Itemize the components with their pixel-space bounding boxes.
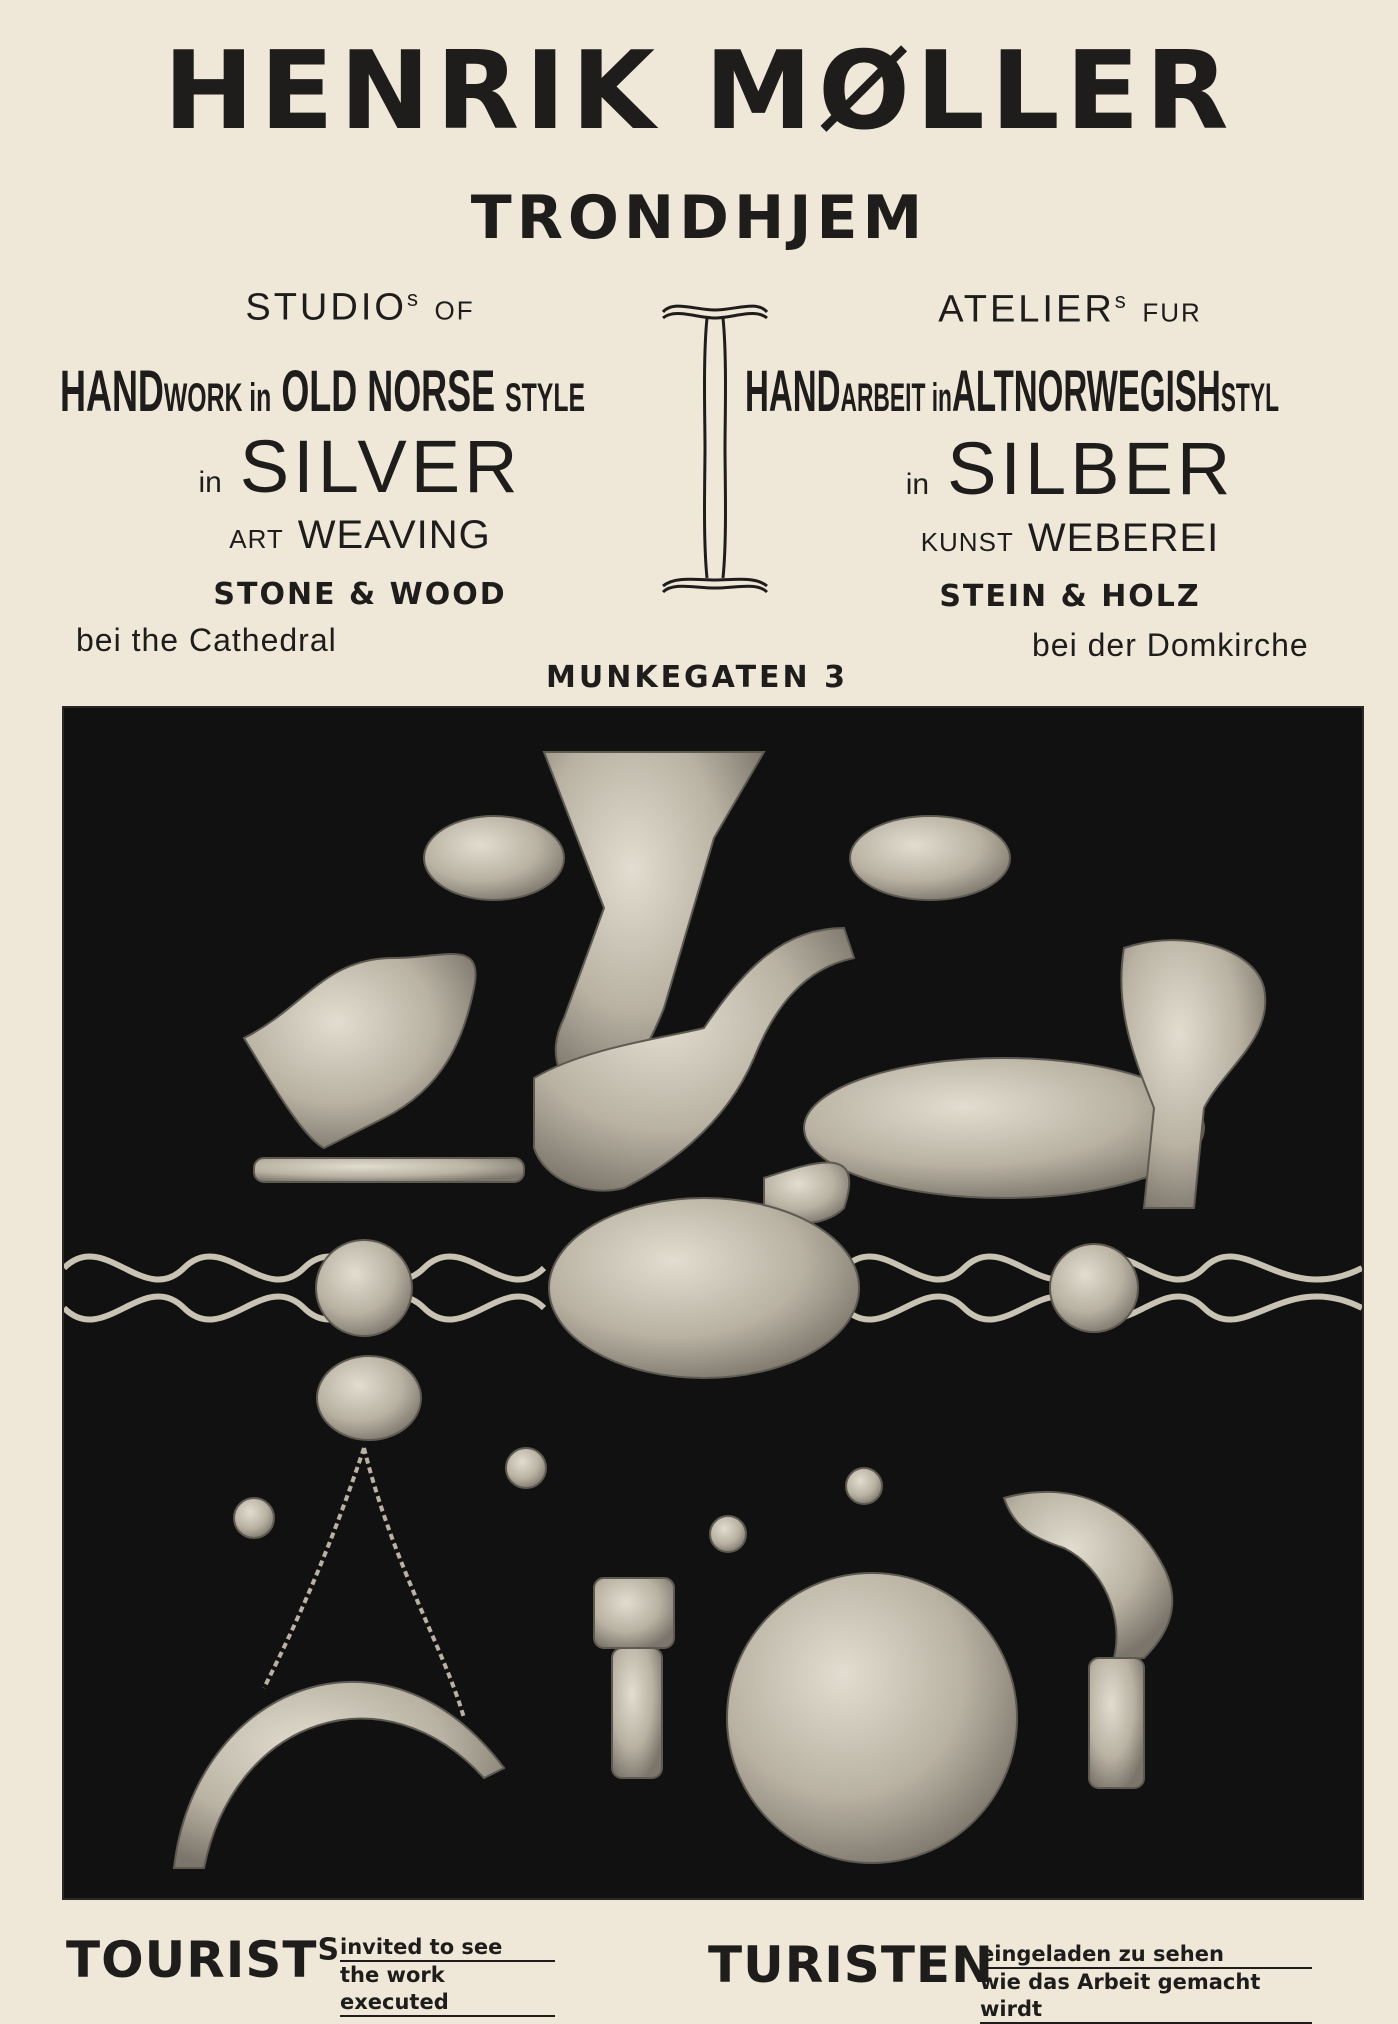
city-name: TRONDHJEM [470,183,928,253]
silver-line [140,425,580,508]
carved-orb-icon [727,1573,1017,1863]
brooch-two-faces-icon [850,816,1010,900]
belt-buckle-icon [549,1198,859,1378]
business-name: HENRIK MØLLER [163,29,1235,154]
stein-holz: STEIN & HOLZ [939,579,1201,614]
pendant-face-icon [317,1356,421,1440]
old-norse-word: OLD NORSE [281,359,496,424]
tourists-line-1: invited to see [340,1934,555,1962]
silverwork-photograph [62,706,1364,1900]
small-head-icon [846,1468,882,1504]
kunst-weberei-line [850,518,1290,558]
studios-word: STUDIO [245,286,407,329]
altnorwegish-word: ALTNORWEGISH [951,359,1221,424]
ateliers-fur: FUR [1142,297,1202,328]
small-head-icon [710,1516,746,1552]
turisten-line-2: wie das Arbeit gemacht wirdt [980,1969,1312,2024]
weberei-word: WEBEREI [1027,516,1220,560]
silverwork-illustration [64,708,1362,1898]
tourists-label [66,1931,341,1989]
ateliers-sup: s [1114,288,1129,313]
beast-base-icon [254,1158,524,1182]
silver-word: SILVER [239,425,522,508]
arbeit-in-word: ARBEIT in [840,376,952,420]
winged-beast-icon [244,954,476,1148]
ateliers-word: ATELIER [938,288,1115,331]
tourists-line-2: the work executed [340,1962,555,2017]
studios-sup: s [406,286,421,311]
cane-shaft-icon [612,1648,662,1778]
work-in-word: WORK in [163,376,272,420]
handwork-text [60,358,585,425]
small-head-icon [506,1448,546,1488]
small-head-icon [234,1498,274,1538]
english-location: bei the Cathedral [76,622,337,658]
cane-knob-face-icon [594,1578,674,1648]
tourists-sup: S [317,1932,341,1968]
handarbeit-line [745,358,1398,424]
silver-in: in [198,466,222,499]
studios-heading [140,288,580,327]
turisten-line-1: eingeladen zu sehen [980,1941,1312,1969]
purse-frame-icon [174,1682,504,1868]
hand-word-de: HAND [745,359,841,424]
styl-word: STYL [1220,376,1280,420]
studios-of: OF [434,295,475,326]
turisten-label: TURISTEN [708,1936,994,1994]
dragon-cane-handle-icon [1004,1492,1172,1658]
weaving-word: WEAVING [297,513,491,557]
dragon-cane-shaft-icon [1089,1658,1144,1788]
silber-line [835,427,1305,510]
brooch-face-icon [424,816,564,900]
street-address: MUNKEGATEN 3 [546,660,848,695]
turisten-invitation [980,1941,1312,2024]
handarbeit-text [745,358,1279,425]
tourists-word: TOURIST [66,1931,318,1989]
silber-word: SILBER [947,427,1235,510]
german-location: bei der Domkirche [1032,627,1309,663]
hand-word: HAND [60,359,164,424]
art-weaving-line [140,515,580,555]
kunst-word: KUNST [920,527,1014,557]
belt-medallion-icon [1050,1244,1138,1332]
belt-medallion-icon [316,1240,412,1336]
style-word: STYLE [505,376,586,420]
ateliers-heading [850,290,1290,329]
art-word: ART [229,524,284,554]
tourists-invitation [340,1934,555,2017]
purse-chain-icon [264,1448,464,1718]
divider-ornament-icon [655,298,775,598]
silber-in: in [905,468,930,501]
stone-wood: STONE & WOOD [213,577,507,612]
